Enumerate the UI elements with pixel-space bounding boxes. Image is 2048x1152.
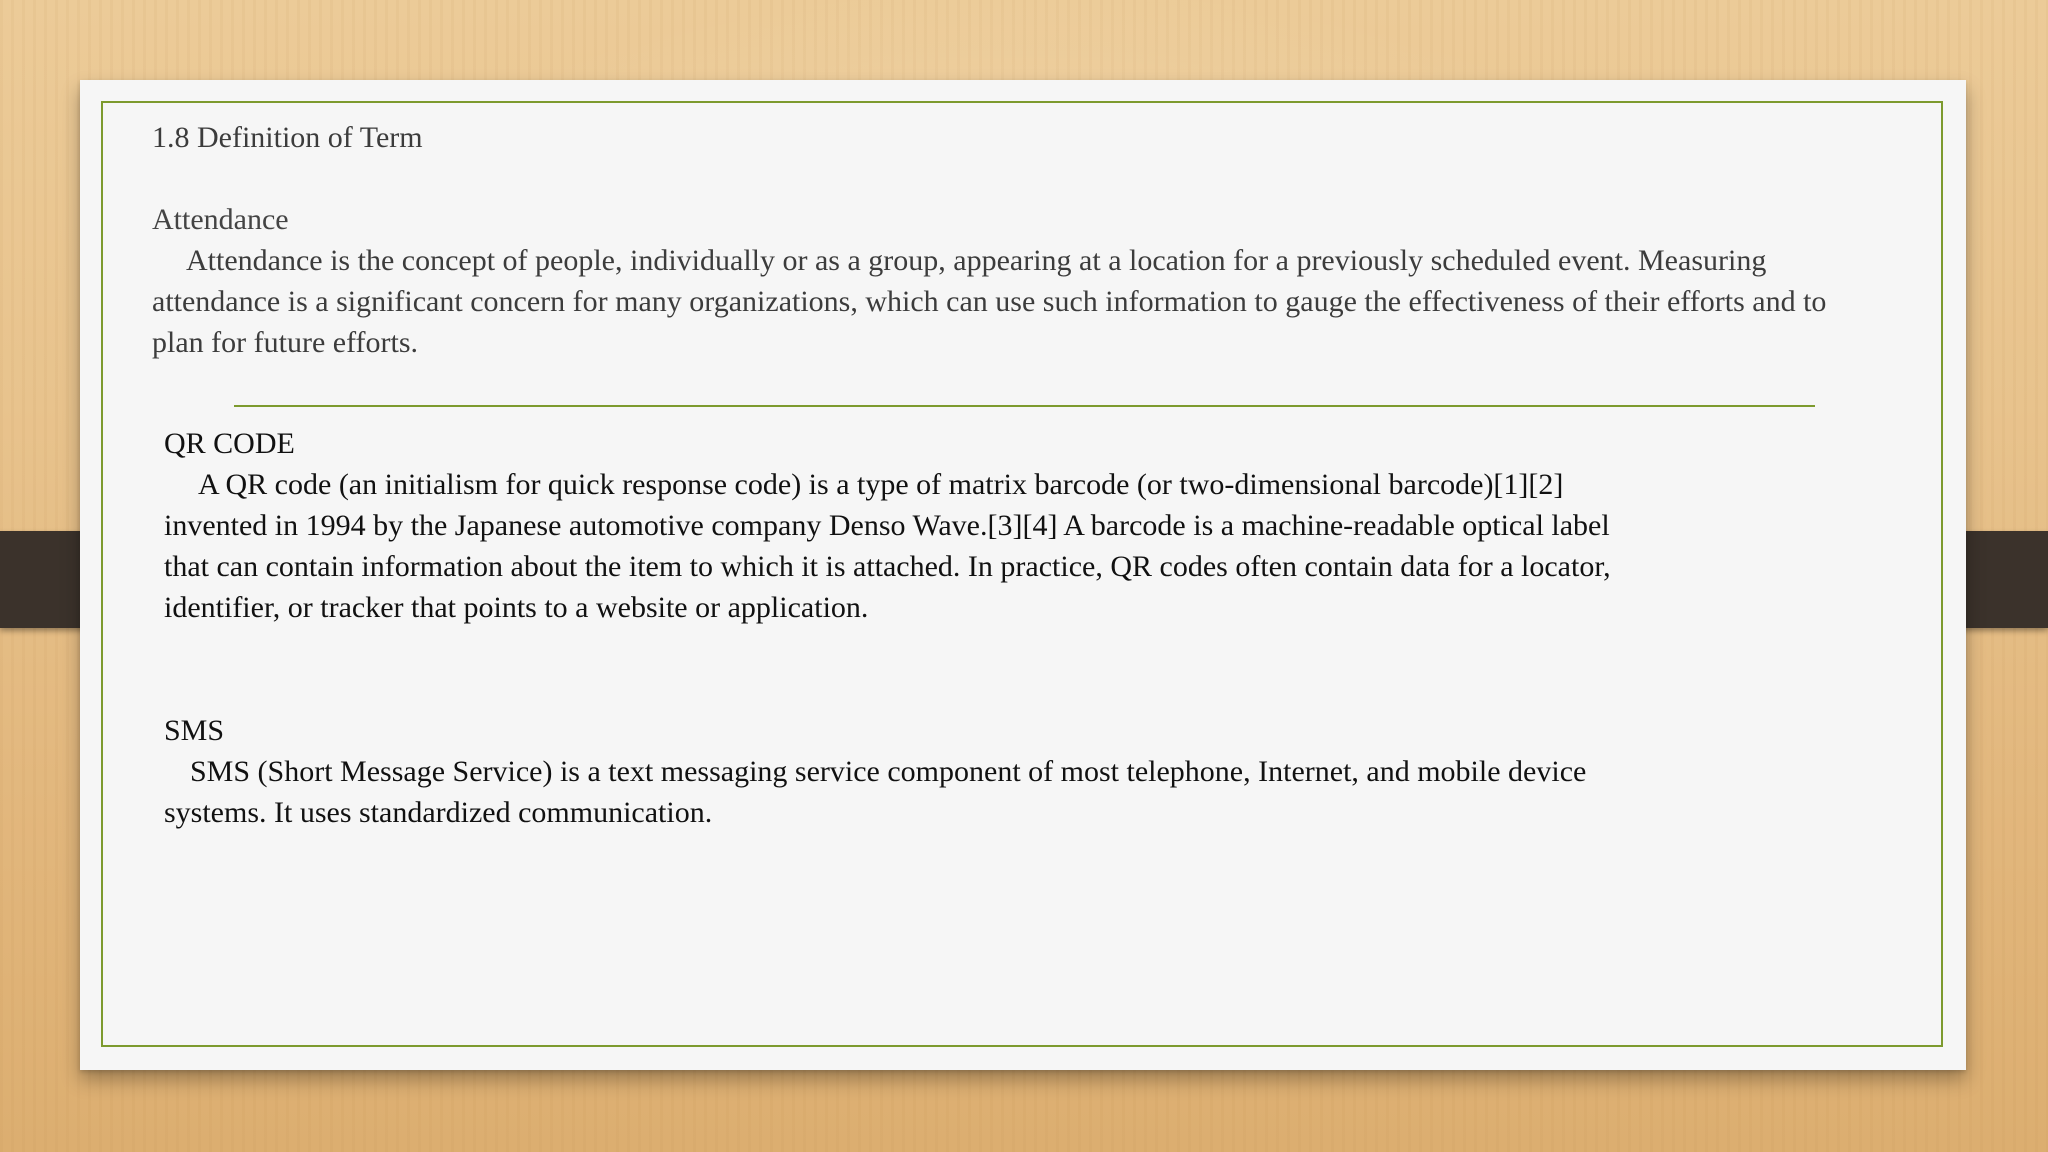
- slide-title: 1.8 Definition of Term: [152, 121, 423, 154]
- qr-code-definition: A QR code (an initialism for quick response code) is a type of matrix barcode (or two-dimensional barcode)[1][2] invented in 1994 by the Japanese automotive company Denso Wave.[3][4] A barcode is a machine-readable optical label that can contain information about the item to which it is attached. In practice, QR codes often contain data for a locator, identifier, or tracker that points to a website or application.: [164, 468, 1611, 624]
- qr-code-section: [164, 423, 1624, 628]
- attendance-section: [152, 199, 1872, 363]
- attendance-definition: Attendance is the concept of people, individually or as a group, appearing at a location for a previously scheduled event. Measuring attendance is a significant concern for many organizations, which can use such information to gauge the effectiveness of their efforts and to plan for future efforts.: [152, 244, 1827, 359]
- sms-definition: SMS (Short Message Service) is a text messaging service component of most telephone, Internet, and mobile device systems. It uses standardized communication.: [164, 755, 1587, 829]
- attendance-heading: Attendance: [152, 203, 289, 236]
- qr-code-heading: QR CODE: [164, 427, 295, 460]
- slide-paper: [80, 80, 1966, 1070]
- section-divider: [234, 405, 1815, 407]
- sms-heading: SMS: [164, 714, 225, 747]
- sms-section: [164, 710, 1624, 833]
